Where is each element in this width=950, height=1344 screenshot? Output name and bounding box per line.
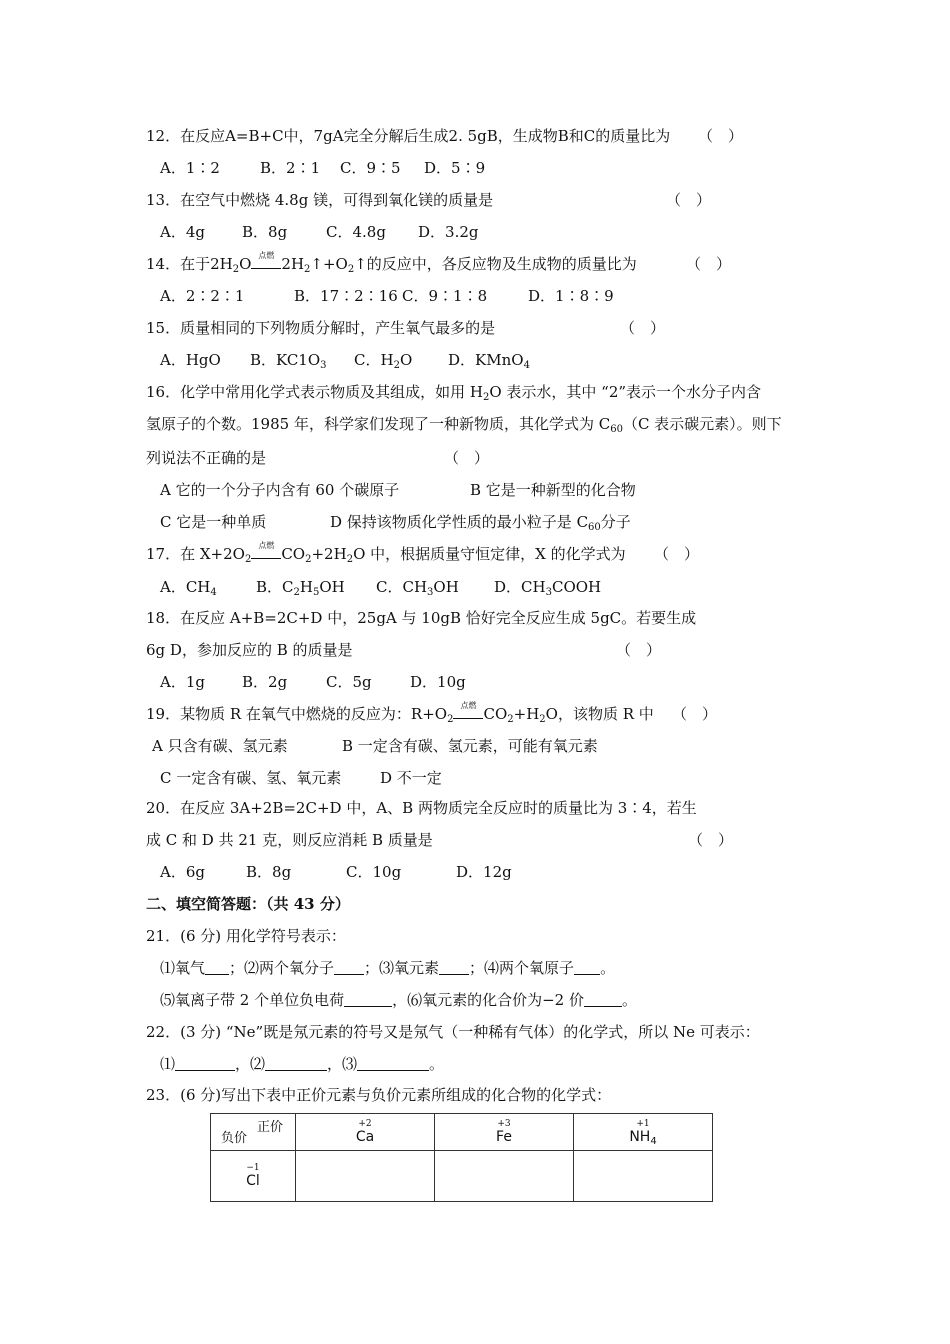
- condition-arrow: 点燃: [453, 708, 483, 719]
- q17-option-b: B．$C_2H_5OH$: [256, 578, 345, 598]
- q20-stem-line2: 成 C 和 D 共 21 克，则反应消耗 B 质量是: [146, 831, 433, 849]
- condition-arrow: 点燃: [251, 548, 281, 559]
- blank[interactable]: [265, 1055, 327, 1071]
- q16-stem-line3: 列说法不正确的是: [146, 449, 267, 467]
- q16-option-a: A 它的一个分子内含有 60 个碳原子: [160, 481, 400, 499]
- column-header-ca: +2 Ca: [296, 1114, 435, 1151]
- q19-option-c: C 一定含有碳、氢、氧元素: [160, 769, 342, 787]
- q14-stem: 14．在于$2H_2O$ 点燃 $2H_2↑+O_2↑$的反应中，各反应物及生成物的质量比为: [146, 251, 637, 275]
- q17-options: [160, 577, 601, 597]
- q23-title: 23．(6 分)写出下表中正价元素与负价元素所组成的化合物的化学式：: [146, 1086, 612, 1104]
- q20-answer-paren: （ ）: [688, 831, 734, 849]
- table-corner-cell: 正价 负价: [211, 1114, 296, 1151]
- blank[interactable]: [334, 959, 364, 975]
- blank[interactable]: [574, 959, 600, 975]
- q21-line2: ⑸氧离子带 2 个单位负电荷 ，⑹氧元素的化合价为−2 价 。: [160, 991, 637, 1009]
- q17-option-a: A．$CH_4$: [160, 578, 217, 598]
- blank[interactable]: [344, 991, 392, 1007]
- q12-options: [160, 158, 485, 178]
- q19-option-d: D 不一定: [380, 769, 442, 787]
- q17-answer-paren: （ ）: [654, 545, 700, 563]
- section-heading: 二、填空简答题：（共 43 分）: [146, 895, 350, 913]
- q20-stem-line1: 20．在反应 3A+2B=2C+D 中，A、B 两物质完全反应时的质量比为 3∶4，若生: [146, 799, 697, 817]
- q18-stem-line2: 6g D，参加反应的 B 的质量是: [146, 641, 353, 659]
- q21-line1: ⑴氧气 ；⑵两个氧分子 ；⑶氧元素 ；⑷两个氧原子 。: [160, 959, 616, 977]
- q12-option-c: C．9∶5: [340, 159, 401, 177]
- q19-option-a: A 只含有碳、氢元素: [152, 737, 288, 755]
- q21-title: 21．(6 分) 用化学符号表示：: [146, 927, 346, 945]
- q12-option-d: D．5∶9: [424, 159, 486, 177]
- q20-option-b: B．8g: [246, 863, 292, 881]
- q16-stem-line2: 氢原子的个数。1985 年，科学家们发现了一种新物质，其化学式为 $C_{60}(C$ 表示碳元素）。则下: [146, 415, 782, 435]
- q19-stem: 19．某物质 R 在氧气中燃烧的反应为：$R+O_2$ 点燃 $CO_2+H_2O$，该物质 R 中: [146, 701, 654, 725]
- answer-cell[interactable]: [435, 1151, 574, 1202]
- blank[interactable]: [205, 959, 229, 975]
- blank[interactable]: [584, 991, 622, 1007]
- q18-option-c: C．5g: [326, 673, 372, 691]
- q14-answer-paren: （ ）: [686, 255, 732, 273]
- q12-stem: 12．在反应A=B+C中，7gA完全分解后生成2. 5gB，生成物B和C的质量比为: [146, 127, 671, 145]
- q14-option-b: B．17∶2∶16: [294, 287, 398, 305]
- q16-option-d: D 保持该物质化学性质的最小粒子是 $C_{60}$分子: [330, 513, 631, 533]
- q15-stem: 15．质量相同的下列物质分解时，产生氧气最多的是: [146, 319, 496, 337]
- q15-option-d: D．KMnO$_4$: [448, 351, 530, 371]
- q20-option-d: D．12g: [456, 863, 512, 881]
- q14-option-a: A．2∶2∶1: [160, 287, 245, 305]
- q14-option-c: C．9∶1∶8: [402, 287, 488, 305]
- blank[interactable]: [175, 1055, 235, 1071]
- q13-option-c: C．4.8g: [326, 223, 386, 241]
- q13-options: [160, 222, 478, 242]
- q13-option-a: A．4g: [160, 223, 205, 241]
- q12-option-b: B．2∶1: [260, 159, 321, 177]
- q12-answer-paren: （ ）: [698, 127, 744, 145]
- q19-answer-paren: （ ）: [672, 705, 718, 723]
- q13-stem: 13．在空气中燃烧 4.8g 镁，可得到氧化镁的质量是: [146, 191, 494, 209]
- q18-option-a: A．1g: [160, 673, 205, 691]
- q16-option-b: B 它是一种新型的化合物: [470, 481, 636, 499]
- blank[interactable]: [439, 959, 469, 975]
- q18-option-b: B．2g: [242, 673, 288, 691]
- q18-options: [160, 672, 466, 692]
- q18-option-d: D．10g: [410, 673, 466, 691]
- q15-option-c: C．$H_2O$: [354, 351, 413, 371]
- q20-options: [160, 862, 512, 882]
- answer-cell[interactable]: [296, 1151, 435, 1202]
- q17-option-c: C．$CH_3OH$: [376, 578, 459, 598]
- column-header-nh4: +1 $NH_4$: [574, 1114, 713, 1151]
- q16-stem-line1: 16．化学中常用化学式表示物质及其组成，如用 $H_2O$ 表示水，其中 “2”表示一个水分子内含: [146, 383, 762, 403]
- q13-option-b: B．8g: [242, 223, 288, 241]
- valence-table: [210, 1113, 713, 1202]
- q20-option-c: C．10g: [346, 863, 402, 881]
- row-header-cl: −1 Cl: [211, 1151, 296, 1202]
- q12-option-a: A．1∶2: [160, 159, 220, 177]
- q17-option-d: D．$CH_3COOH$: [494, 578, 602, 598]
- q15-options: [160, 350, 530, 370]
- q13-answer-paren: （ ）: [666, 191, 712, 209]
- column-header-fe: +3 Fe: [435, 1114, 574, 1151]
- q14-option-d: D．1∶8∶9: [528, 287, 614, 305]
- q17-stem: 17．在 $X+2O_2$ 点燃 $CO_2+2H_2O$ 中，根据质量守恒定律，X 的化学式为: [146, 541, 626, 565]
- q16-answer-paren: （ ）: [444, 449, 490, 467]
- q15-answer-paren: （ ）: [620, 319, 666, 337]
- q22-title: 22．(3 分) “Ne”既是氖元素的符号又是氖气（一种稀有气体）的化学式，所以 Ne 可表示：: [146, 1023, 760, 1041]
- q20-option-a: A．6g: [160, 863, 205, 881]
- condition-arrow: 点燃: [251, 258, 281, 269]
- answer-cell[interactable]: [574, 1151, 713, 1202]
- q15-option-b: B．$KC1O_3$: [250, 351, 327, 371]
- q15-option-a: A．HgO: [160, 351, 221, 369]
- q18-stem-line1: 18．在反应 A+B=2C+D 中，25gA 与 10gB 恰好完全反应生成 5gC。若要生成: [146, 609, 697, 627]
- q18-answer-paren: （ ）: [616, 641, 662, 659]
- q13-option-d: D．3.2g: [418, 223, 479, 241]
- blank[interactable]: [357, 1055, 429, 1071]
- q22-line1: ⑴ ，⑵ ，⑶ 。: [160, 1055, 445, 1073]
- q16-option-c: C 它是一种单质: [160, 513, 267, 531]
- q14-options: [160, 286, 614, 306]
- q19-option-b: B 一定含有碳、氢元素，可能有氧元素: [342, 737, 598, 755]
